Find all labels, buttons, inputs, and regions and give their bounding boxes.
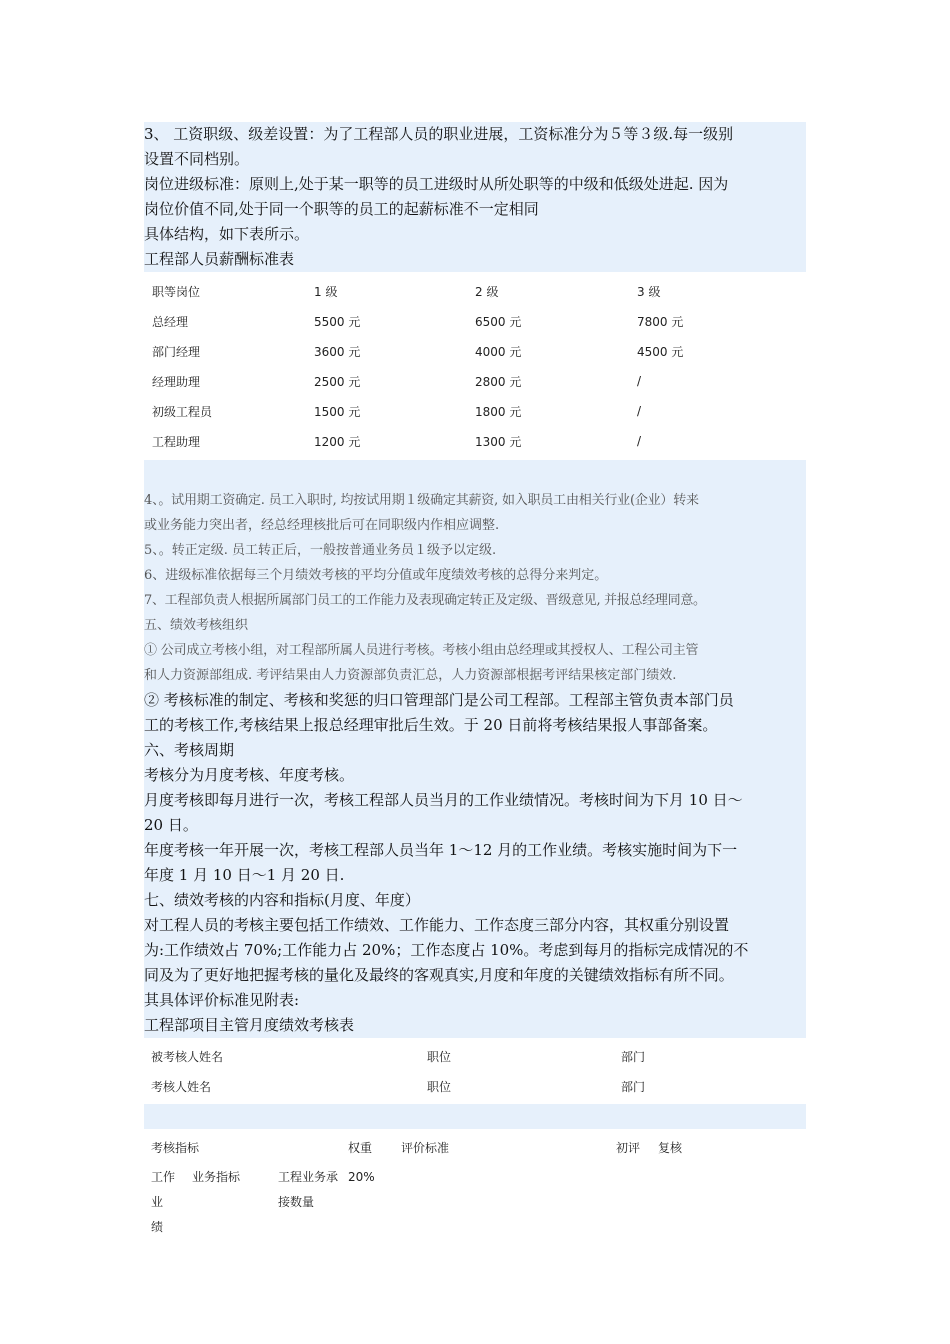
- table-cell: 考核人姓名: [151, 1079, 212, 1094]
- table-cell: 6500 元: [475, 314, 522, 329]
- table-cell: 1800 元: [475, 404, 522, 419]
- table-cell: [151, 1165, 185, 1240]
- table-cell: 工程助理: [152, 434, 201, 449]
- document-page: [144, 122, 806, 1234]
- salary-table: [144, 272, 806, 460]
- table-cell: 1300 元: [475, 434, 522, 449]
- table-row: [144, 366, 806, 396]
- table-row: [144, 1041, 806, 1071]
- table-cell: 5500 元: [314, 314, 361, 329]
- table-cell: 4000 元: [475, 344, 522, 359]
- table-header-row: [144, 1132, 806, 1162]
- table-header-row: [144, 276, 806, 306]
- table-row: [144, 426, 806, 456]
- paragraph: ② 考核标准的制定、考核和奖惩的归口管理部门是公司工程部。工程部主管负责本部门员: [144, 691, 734, 709]
- table-cell: 1500 元: [314, 404, 361, 419]
- table-cell: 部门: [621, 1049, 646, 1064]
- table-cell: 2500 元: [314, 374, 361, 389]
- table-header: 2 级: [475, 284, 499, 299]
- cell-text: 绩: [151, 1220, 164, 1234]
- table-cell: 7800 元: [637, 314, 684, 329]
- paragraph: 设置不同档别。: [144, 150, 250, 168]
- table-cell: 2800 元: [475, 374, 522, 389]
- evaluatee-info-table: [144, 1038, 806, 1104]
- table-cell: 业务指标: [192, 1170, 241, 1184]
- paragraph: 6、进级标准依据每三个月绩效考核的平均分值或年度绩效考核的总得分来判定。: [144, 568, 608, 583]
- section-3-block: [144, 122, 806, 272]
- paragraph: 对工程人员的考核主要包括工作绩效、工作能力、工作态度三部分内容，其权重分别设置: [144, 916, 730, 934]
- paragraph: 具体结构，如下表所示。: [144, 225, 310, 243]
- paragraph: 4、。试用期工资确定. 员工入职时, 均按试用期１级确定其薪资, 如入职员工由相关行业(企业）转来: [144, 493, 699, 508]
- table-header: 3 级: [637, 284, 661, 299]
- table-title: 工程部项目主管月度绩效考核表: [144, 1016, 355, 1034]
- paragraph: 岗位进级标准：原则上,处于某一职等的员工进级时从所处职等的中级和低级处进起. 因为: [144, 175, 729, 193]
- table-cell: /: [637, 404, 642, 418]
- table-cell: 4500 元: [637, 344, 684, 359]
- table-cell: 部门: [621, 1079, 646, 1094]
- table-header: 职等岗位: [152, 284, 201, 299]
- separator-band: [144, 1104, 806, 1129]
- cell-text: 接数量: [278, 1195, 315, 1209]
- table-header: 考核指标: [151, 1140, 200, 1155]
- section-heading: 七、绩效考核的内容和指标(月度、年度）: [144, 891, 420, 909]
- paragraph: 或业务能力突出者，经总经理核批后可在同职级内作相应调整.: [144, 518, 500, 533]
- section-heading: 五、绩效考核组织: [144, 618, 249, 633]
- section-heading: 六、考核周期: [144, 741, 235, 759]
- items-block: [144, 460, 806, 1038]
- paragraph: 3、 工资职级、级差设置：为了工程部人员的职业进展，工资标准分为５等３级.每一级别: [144, 125, 734, 143]
- paragraph: 其具体评价标准见附表:: [144, 991, 300, 1009]
- table-cell: 经理助理: [152, 374, 201, 389]
- table-cell: 20%: [348, 1170, 375, 1184]
- evaluation-table: [144, 1129, 806, 1234]
- table-header: 评价标准: [401, 1140, 450, 1155]
- table-header: 1 级: [314, 284, 338, 299]
- paragraph: ① 公司成立考核小组，对工程部所属人员进行考核。考核小组由总经理或其授权人、工程公司主管: [144, 643, 699, 658]
- cell-text: 工程业务承: [278, 1170, 339, 1184]
- paragraph: 7、工程部负责人根据所属部门员工的工作能力及表现确定转正及定级、晋级意见, 并报总经理同意。: [144, 593, 706, 608]
- paragraph: 同及为了更好地把握考核的量化及最终的客观真实,月度和年度的关键绩效指标有所不同。: [144, 966, 734, 984]
- table-cell: 部门经理: [152, 344, 201, 359]
- paragraph: 月度考核即每月进行一次，考核工程部人员当月的工作业绩情况。考核时间为下月 10 日～: [144, 791, 743, 809]
- table-title: 工程部人员薪酬标准表: [144, 250, 295, 268]
- table-cell: /: [637, 374, 642, 388]
- paragraph: 为:工作绩效占 70%;工作能力占 20%；工作态度占 10%。考虑到每月的指标完成情况的不: [144, 941, 749, 959]
- table-header: 初评: [616, 1140, 641, 1155]
- table-cell: 被考核人姓名: [151, 1049, 224, 1064]
- table-cell: 职位: [427, 1079, 452, 1094]
- table-cell: /: [637, 434, 642, 448]
- table-cell: 初级工程员: [152, 404, 213, 419]
- table-row: [144, 336, 806, 366]
- paragraph: 5、。转正定级. 员工转正后，一般按普通业务员１级予以定级.: [144, 543, 497, 558]
- paragraph: 20 日。: [144, 816, 198, 834]
- paragraph: 岗位价值不同,处于同一个职等的员工的起薪标准不一定相同: [144, 200, 539, 218]
- table-row: [144, 396, 806, 426]
- table-row: [144, 306, 806, 336]
- table-header: 复核: [658, 1140, 683, 1155]
- paragraph: 考核分为月度考核、年度考核。: [144, 766, 355, 784]
- table-header: 权重: [348, 1140, 373, 1155]
- paragraph: 工的考核工作,考核结果上报总经理审批后生效。于 20 日前将考核结果报人事部备案。: [144, 716, 718, 734]
- table-cell: 1200 元: [314, 434, 361, 449]
- paragraph: 和人力资源部组成. 考评结果由人力资源部负责汇总，人力资源部根据考评结果核定部门绩效.: [144, 668, 677, 683]
- cell-text: 工作业: [151, 1170, 176, 1209]
- paragraph: 年度考核一年开展一次，考核工程部人员当年 1～12 月的工作业绩。考核实施时间为下一: [144, 841, 738, 859]
- table-cell: 职位: [427, 1049, 452, 1064]
- paragraph: 年度 1 月 10 日～1 月 20 日.: [144, 866, 345, 884]
- table-cell: 3600 元: [314, 344, 361, 359]
- table-cell: 总经理: [152, 314, 189, 329]
- table-row: [144, 1162, 806, 1234]
- table-row: [144, 1071, 806, 1101]
- table-cell: [278, 1165, 348, 1215]
